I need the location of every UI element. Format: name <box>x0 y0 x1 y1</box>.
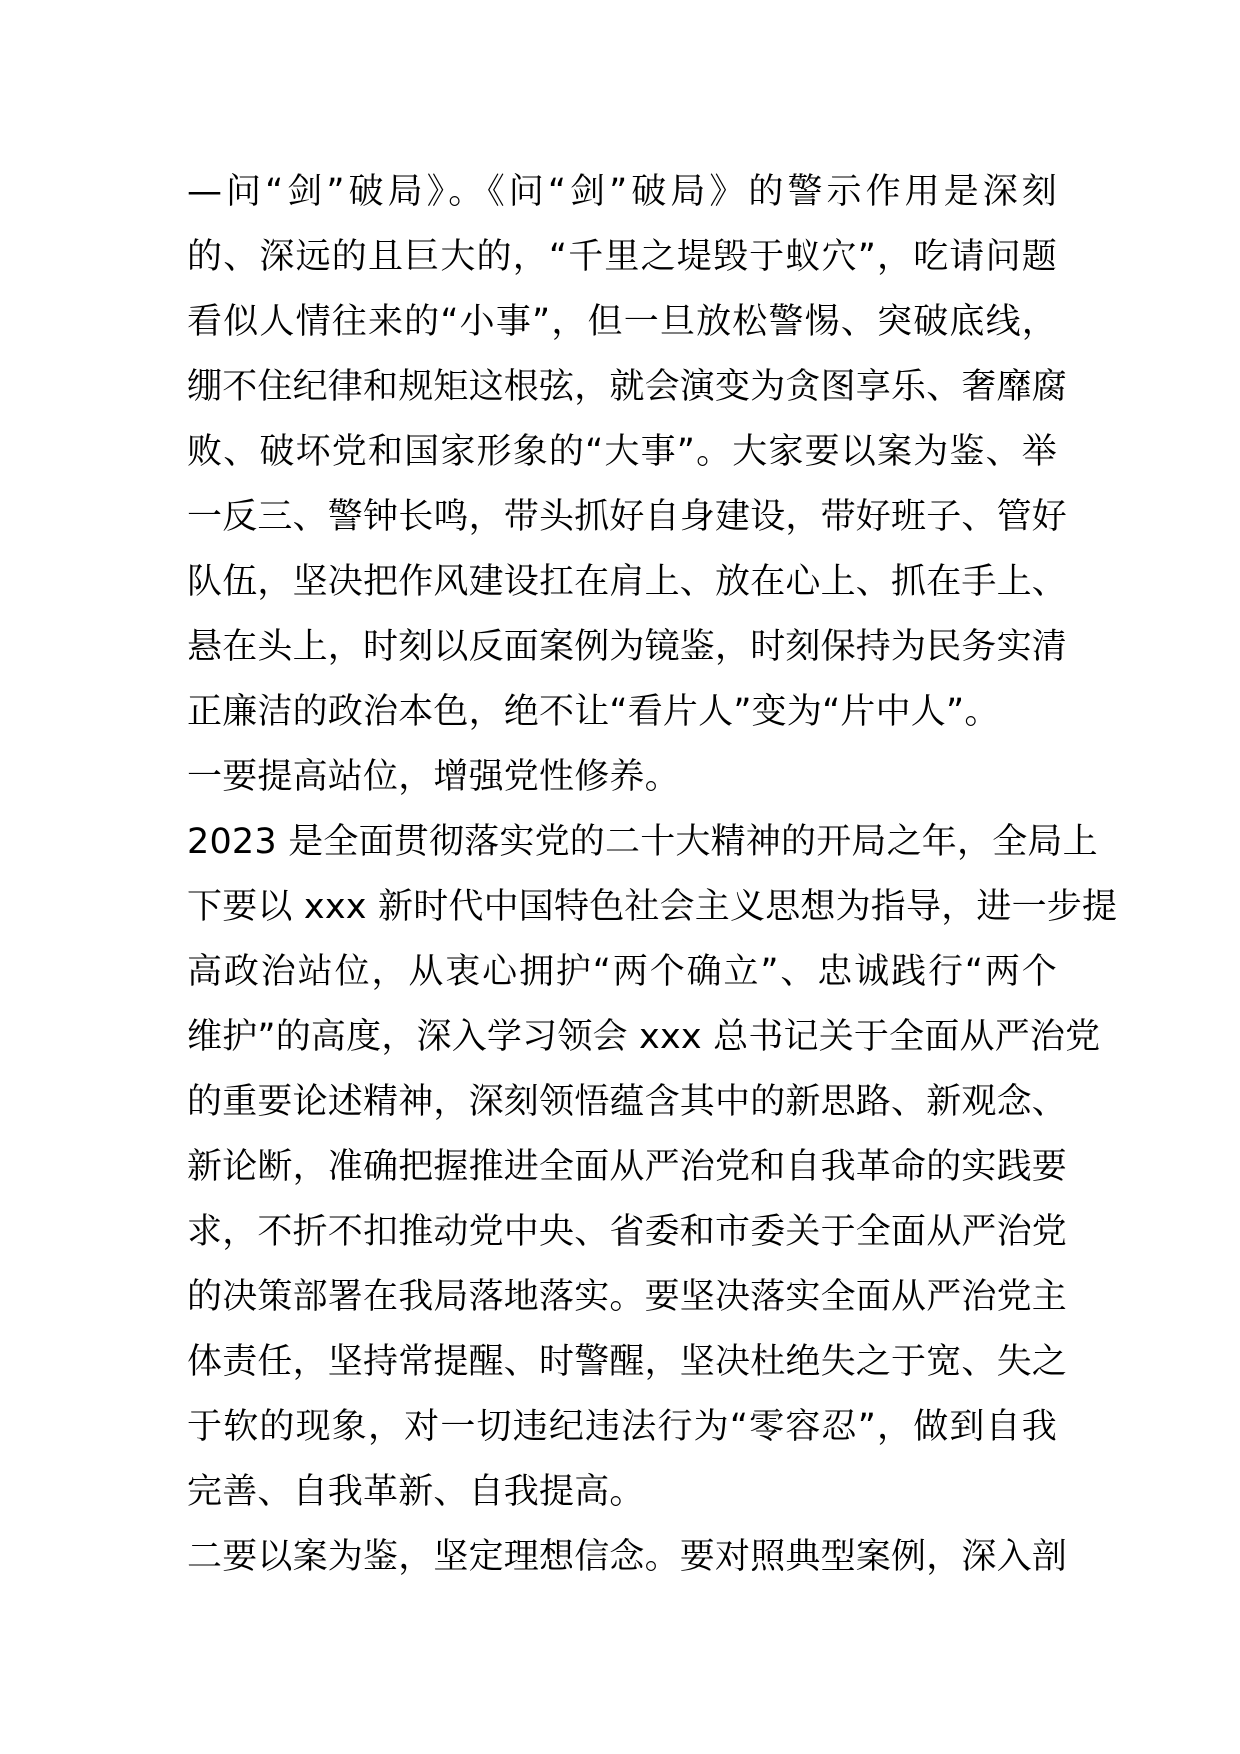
section-heading-2: 二要以案为鉴，坚定理想信念。要对照典型案例，深入剖 <box>187 1537 1068 1577</box>
text-line-1: —问“剑”破局》。《问“剑”破局》的警示作用是深刻 <box>187 172 1057 212</box>
section-heading-1: 一要提高站位，增强党性修养。 <box>187 757 680 797</box>
text-line-14: 维护”的高度，深入学习领会 xxx 总书记关于全面从严治党 <box>187 1017 1101 1057</box>
text-line-2: 的、深远的且巨大的，“千里之堤毁于蚁穴”，吃请问题 <box>187 237 1057 277</box>
text-line-6: 一反三、警钟长鸣，带头抓好自身建设，带好班子、管好 <box>187 497 1068 537</box>
text-line-20: 于软的现象，对一切违纪违法行为“零容忍”，做到自我 <box>187 1407 1057 1447</box>
text-line-7: 队伍，坚决把作风建设扛在肩上、放在心上、抓在手上、 <box>187 562 1068 602</box>
body-text <box>187 160 1118 1590</box>
text-line-15: 的重要论述精神，深刻领悟蕴含其中的新思路、新观念、 <box>187 1082 1068 1122</box>
text-line-18: 的决策部署在我局落地落实。要坚决落实全面从严治党主 <box>187 1277 1068 1317</box>
text-line-11: 2023 是全面贯彻落实党的二十大精神的开局之年，全局上 <box>187 822 1098 862</box>
text-line-13: 高政治站位，从衷心拥护“两个确立”、忠诚践行“两个 <box>187 952 1057 992</box>
text-line-4: 绷不住纪律和规矩这根弦，就会演变为贪图享乐、奢靡腐 <box>187 367 1068 407</box>
text-line-16: 新论断，准确把握推进全面从严治党和自我革命的实践要 <box>187 1147 1068 1187</box>
text-line-12: 下要以 xxx 新时代中国特色社会主义思想为指导，进一步提 <box>187 887 1118 927</box>
text-line-19: 体责任，坚持常提醒、时警醒，坚决杜绝失之于宽、失之 <box>187 1342 1068 1382</box>
text-line-21: 完善、自我革新、自我提高。 <box>187 1472 645 1512</box>
text-line-3: 看似人情往来的“小事”，但一旦放松警惕、突破底线， <box>187 302 1057 342</box>
text-line-8: 悬在头上，时刻以反面案例为镜鉴，时刻保持为民务实清 <box>187 627 1068 667</box>
text-line-17: 求，不折不扣推动党中央、省委和市委关于全面从严治党 <box>187 1212 1068 1252</box>
text-line-9: 正廉洁的政治本色，绝不让“看片人”变为“片中人”。 <box>187 692 1000 732</box>
text-line-5: 败、破坏党和国家形象的“大事”。大家要以案为鉴、举 <box>187 432 1057 472</box>
